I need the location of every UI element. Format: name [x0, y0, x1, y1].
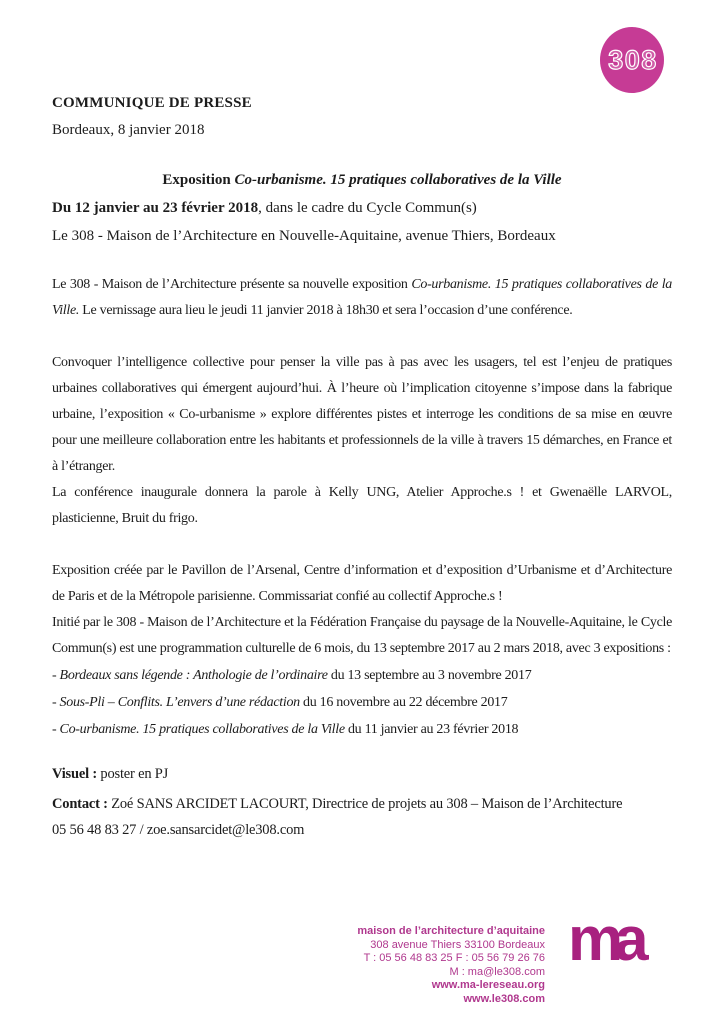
footer-org-name: maison de l’architecture d’aquitaine — [357, 925, 545, 937]
paragraph-conference: La conférence inaugurale donnera la parole à Kelly UNG, Atelier Approche.s ! et Gwenaëlle LARVOL, plasticienne, Bruit du frigo. — [52, 485, 672, 526]
ma-logo — [568, 900, 688, 980]
title-name: Co-urbanisme. 15 pratiques collaboratives de la Ville — [234, 172, 562, 188]
dateline: Bordeaux, 8 janvier 2018 — [52, 122, 205, 138]
footer-email: M : ma@le308.com — [449, 965, 545, 978]
expo-1-dates: du 13 septembre au 3 novembre 2017 — [327, 668, 532, 683]
paragraph-intro — [52, 272, 672, 324]
document-body — [52, 0, 672, 843]
press-release-kicker: COMMUNIQUE DE PRESSE — [52, 95, 252, 111]
paragraph-credits: Exposition créée par le Pavillon de l’Arsenal, Centre d’information et d’exposition d’Urbanisme et d’Architecture de Paris et de la Métropole parisienne. Commissariat confié au collectif Approche.s ! — [52, 563, 672, 604]
expo-3-dates: du 11 janvier au 23 février 2018 — [344, 722, 519, 737]
exposition-list-item — [52, 662, 672, 689]
ma-logo-apostrophe-icon: ’ — [654, 900, 669, 958]
contact-line — [52, 791, 672, 817]
title-prefix: Exposition — [162, 172, 235, 188]
exposition-list-item — [52, 716, 672, 743]
visuel-label: Visuel : — [52, 766, 97, 782]
dates-rest: , dans le cadre du Cycle Commun(s) — [258, 200, 477, 216]
visuel-line — [52, 761, 672, 787]
intro-exposition-name: Co-urbanisme. 15 pratiques collaboratives de la Ville. — [52, 277, 672, 318]
exposition-title — [52, 170, 672, 190]
footer-website-le308: www.le308.com — [463, 992, 545, 1005]
footer-contact-block — [357, 925, 545, 1006]
expo-2-title: - Sous-Pli – Conflits. L’envers d’une rédaction — [52, 695, 300, 710]
footer-address: 308 avenue Thiers 33100 Bordeaux — [370, 938, 545, 951]
exposition-list-item — [52, 689, 672, 716]
footer-phones: T : 05 56 48 83 25 F : 05 56 79 26 76 — [363, 952, 545, 964]
expo-1-title: - Bordeaux sans légende : Anthologie de l’ordinaire — [52, 668, 328, 683]
contact-phone-email: 05 56 48 83 27 / zoe.sansarcidet@le308.com — [52, 822, 305, 838]
exposition-venue: Le 308 - Maison de l’Architecture en Nouvelle-Aquitaine, avenue Thiers, Bordeaux — [52, 228, 556, 244]
expo-2-dates: du 16 novembre au 22 décembre 2017 — [299, 695, 508, 710]
ma-logo-letters: ma — [568, 905, 640, 974]
visuel-value: poster en PJ — [97, 766, 169, 782]
footer-website-reseau: www.ma-lereseau.org — [431, 979, 545, 991]
contact-label: Contact : — [52, 796, 108, 812]
exposition-dates — [52, 198, 672, 218]
paragraph-concept: Convoquer l’intelligence collective pour penser la ville pas à pas avec les usagers, tel est l’enjeu de pratiques urbaines collaboratives qui émergent aujourd’hui. À l’heure où l’implication citoyenne s’impose dans la fabrique urbaine, l’exposition « Co-urbanisme » explore différentes pistes et interroge les conditions de sa mise en œuvre pour une meilleure collaboration entre les habitants et professionnels de la ville à travers 15 démarches, en France et à l’étranger. — [52, 355, 672, 474]
expo-3-title: - Co-urbanisme. 15 pratiques collaboratives de la Ville — [52, 722, 345, 737]
exposition-list — [52, 662, 672, 743]
logo-308-text: 308 — [608, 44, 658, 75]
intro-seg3: Le vernissage aura lieu le jeudi 11 janvier 2018 à 18h30 et sera l’occasion d’une conférence. — [79, 303, 573, 318]
contact-value: Zoé SANS ARCIDET LACOURT, Directrice de projets au 308 – Maison de l’Architecture — [107, 796, 623, 812]
intro-seg1: Le 308 - Maison de l’Architecture présente sa nouvelle exposition — [52, 277, 412, 292]
dates-bold: Du 12 janvier au 23 février 2018 — [52, 200, 259, 216]
paragraph-cycle: Initié par le 308 - Maison de l’Architecture et la Fédération Française du paysage de la Nouvelle-Aquitaine, le Cycle Commun(s) est une programmation culturelle de 6 mois, du 13 septembre 2017 au 2 mars 2018, avec 3 expositions : — [52, 615, 672, 656]
